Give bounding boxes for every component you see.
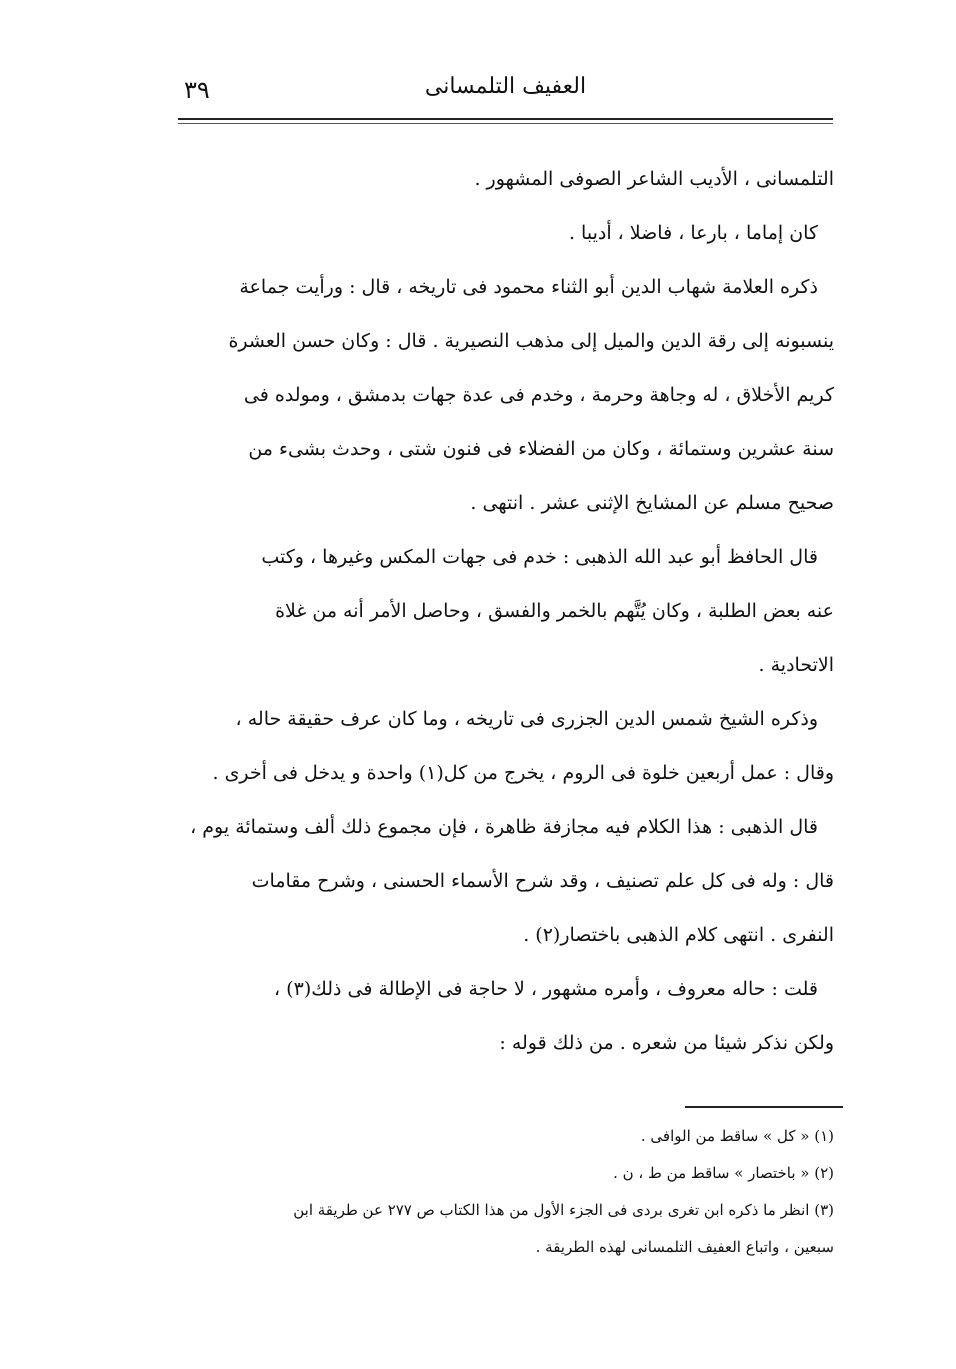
text-line: كريم الأخلاق ، له وجاهة وحرمة ، وخدم فى عدة جهات بدمشق ، ومولده فى	[243, 384, 834, 406]
footnote-3: (٣) انظر ما ذكره ابن تغرى بردى فى الجزء الأول من هذا الكتاب ص ٢٧٧ عن طريقة ابن	[293, 1201, 834, 1219]
text-line: ينسبونه إلى رقة الدين والميل إلى مذهب النصيرية . قال : وكان حسن العشرة	[228, 330, 834, 352]
page-number: ٣٩	[184, 76, 210, 104]
footnote-3-continued: سبعين ، واتباع العفيف التلمسانى لهذه الطريقة .	[535, 1238, 834, 1256]
text-line: الاتحادية .	[758, 654, 834, 676]
text-line: ولكن نذكر شيئا من شعره . من ذلك قوله :	[499, 1032, 834, 1054]
text-line: وقال : عمل أربعين خلوة فى الروم ، يخرج من كل(١) واحدة و يدخل فى أخرى .	[212, 762, 834, 784]
footnote-1: (١) « كل » ساقط من الوافى .	[640, 1127, 834, 1145]
footnote-separator	[685, 1106, 843, 1108]
footnote-2: (٢) « باختصار » ساقط من ط ، ن .	[613, 1164, 834, 1182]
text-line: صحيح مسلم عن المشايخ الإثنى عشر . انتهى .	[470, 492, 834, 514]
text-line: وذكره الشيخ شمس الدين الجزرى فى تاريخه ، وما كان عرف حقيقة حاله ،	[235, 708, 818, 730]
text-line: ذكره العلامة شهاب الدين أبو الثناء محمود فى تاريخه ، قال : ورأيت جماعة	[239, 276, 818, 298]
text-line: عنه بعض الطلبة ، وكان يُتَّهم بالخمر والفسق ، وحاصل الأمر أنه من غلاة	[275, 600, 834, 622]
text-line: قال الحافظ أبو عبد الله الذهبى : خدم فى جهات المكس وغيرها ، وكتب	[261, 546, 818, 568]
header-rule	[178, 118, 833, 120]
text-line: قال : وله فى كل علم تصنيف ، وقد شرح الأسماء الحسنى ، وشرح مقامات	[251, 870, 834, 892]
text-line: قلت : حاله معروف ، وأمره مشهور ، لا حاجة فى الإطالة فى ذلك(٣) ،	[274, 978, 818, 1000]
main-text	[186, 152, 834, 1070]
text-line: قال الذهبى : هذا الكلام فيه مجازفة ظاهرة ، فإن مجموع ذلك ألف وستمائة يوم ،	[190, 816, 818, 838]
running-title: العفيف التلمسانى	[424, 74, 587, 99]
text-line: النفرى . انتهى كلام الذهبى باختصار(٢) .	[523, 924, 834, 946]
page-header	[178, 70, 833, 114]
text-line: التلمسانى ، الأديب الشاعر الصوفى المشهور .	[474, 168, 834, 190]
text-line: سنة عشرين وستمائة ، وكان من الفضلاء فى فنون شتى ، وحدث بشىء من	[248, 438, 834, 460]
footnotes	[186, 1118, 834, 1266]
header-rule-thin	[178, 123, 833, 124]
text-line: كان إماما ، بارعا ، فاضلا ، أديبا .	[568, 222, 818, 244]
